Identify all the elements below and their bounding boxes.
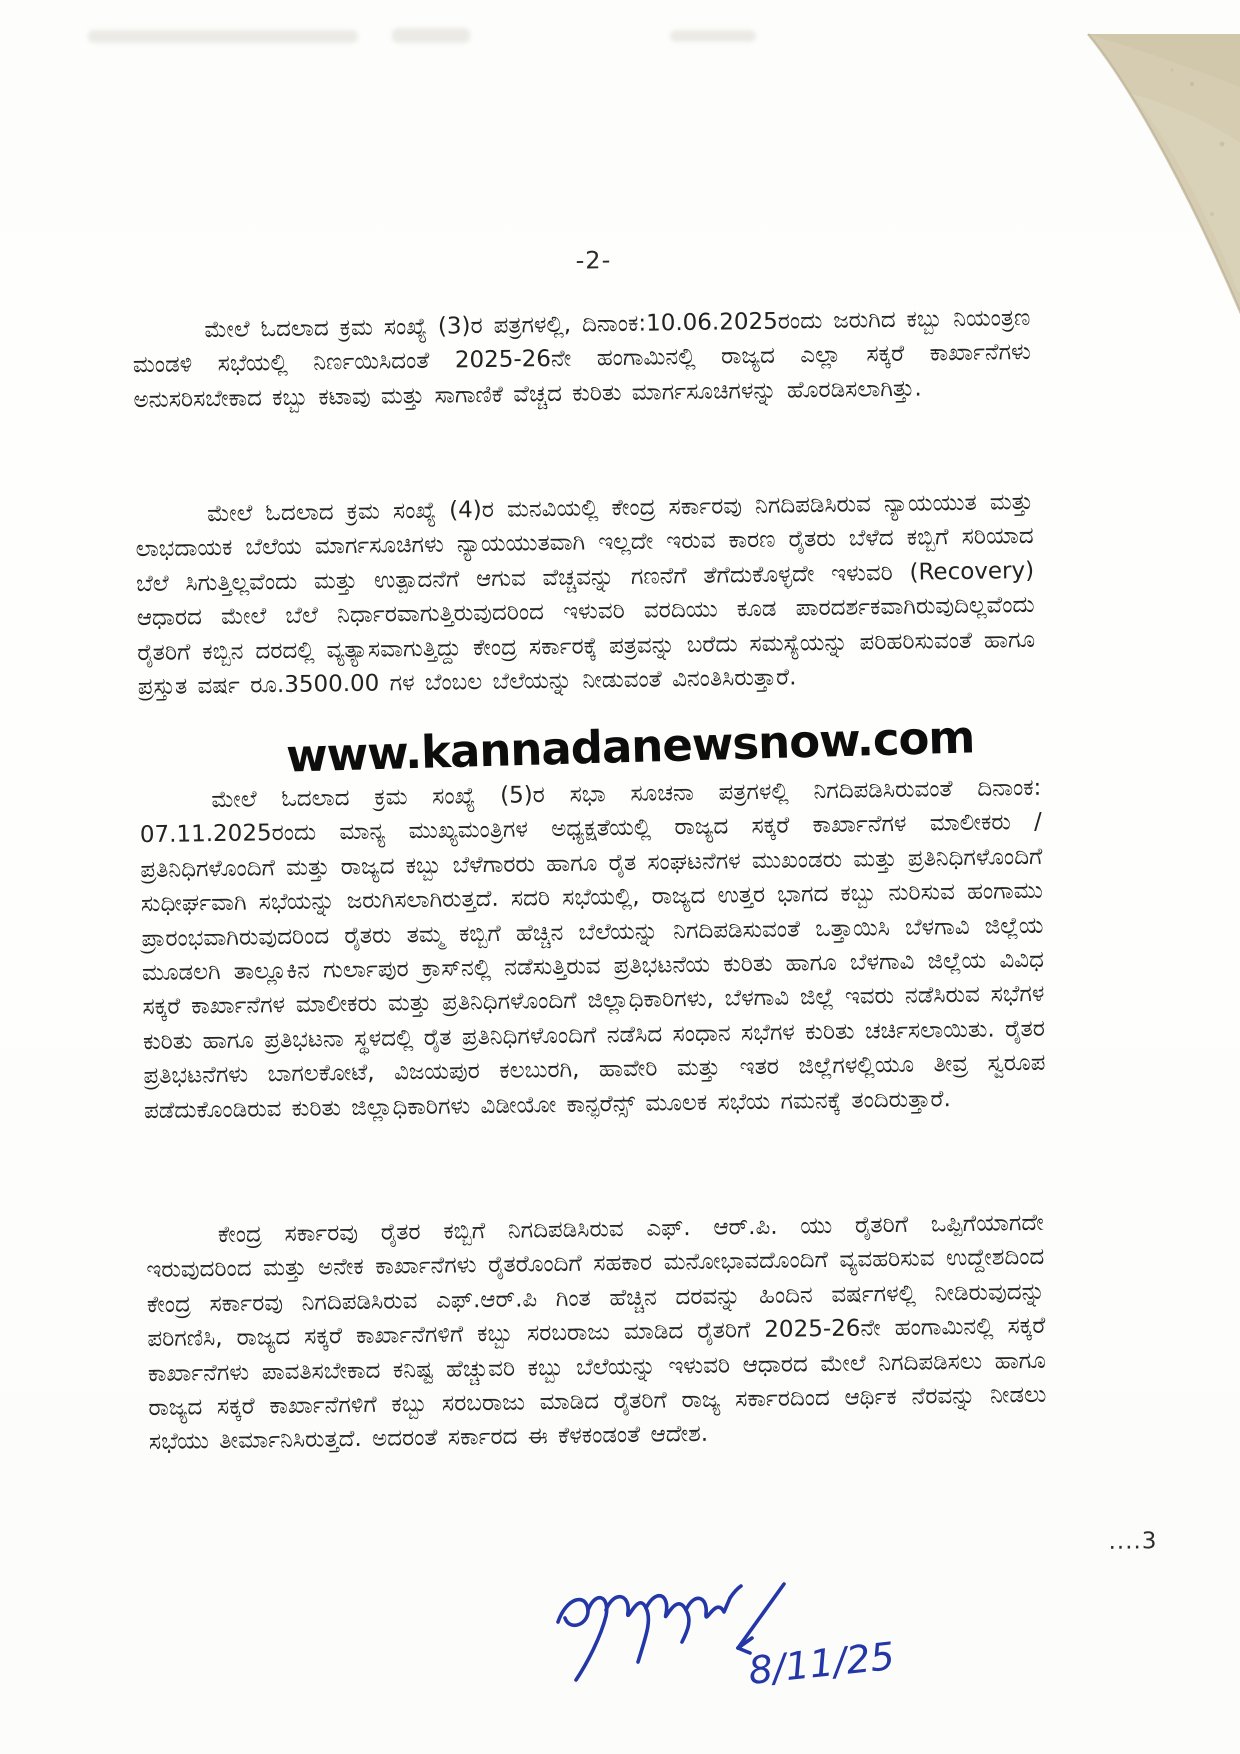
para-serial-5: ಮೇಲೆ ಓದಲಾದ ಕ್ರಮ ಸಂಖ್ಯೆ (5)ರ ಸಭಾ ಸೂಚನಾ ಪತ್ರಗಳಲ್ಲಿ ನಿಗದಿಪಡಿಸಿರುವಂತೆ ದಿನಾಂಕ: 07.11.2025ರಂದು ಮಾನ್ಯ ಮುಖ್ಯಮಂತ್ರಿಗಳ ಅಧ್ಯಕ್ಷತೆಯಲ್ಲಿ ರಾಜ್ಯದ ಸಕ್ಕರೆ ಕಾರ್ಖಾನೆಗಳ ಮಾಲೀಕರು / ಪ್ರತಿನಿಧಿಗಳೊಂದಿಗೆ ಮತ್ತು ರಾಜ್ಯದ ಕಬ್ಬು ಬೆಳೆಗಾರರು ಹಾಗೂ ರೈತ ಸಂಘಟನೆಗಳ ಮುಖಂಡರು ಮತ್ತು ಪ್ರತಿನಿಧಿಗಳೊಂದಿಗೆ ಸುಧೀರ್ಘವಾಗಿ ಸಭೆಯನ್ನು ಜರುಗಿಸಲಾಗಿರುತ್ತದೆ. ಸದರಿ ಸಭೆಯಲ್ಲಿ, ರಾಜ್ಯದ ಉತ್ತರ ಭಾಗದ ಕಬ್ಬು ನುರಿಸುವ ಹಂಗಾಮು ಪ್ರಾರಂಭವಾಗಿರುವುದರಿಂದ ರೈತರು ತಮ್ಮ ಕಬ್ಬಿಗೆ ಹೆಚ್ಚಿನ ಬೆಲೆಯನ್ನು ನಿಗದಿಪಡಿಸುವಂತೆ ಒತ್ತಾಯಿಸಿ ಬೆಳಗಾವಿ ಜಿಲ್ಲೆಯ ಮೂಡಲಗಿ ತಾಲ್ಲೂಕಿನ ಗುರ್ಲಾಪುರ ಕ್ರಾಸ್‌ನಲ್ಲಿ ನಡೆಸುತ್ತಿರುವ ಪ್ರತಿಭಟನೆಯ ಕುರಿತು ಹಾಗೂ ಬೆಳಗಾವಿ ಜಿಲ್ಲೆಯ ವಿವಿಧ ಸಕ್ಕರೆ ಕಾರ್ಖಾನೆಗಳ ಮಾಲೀಕರು ಮತ್ತು ಪ್ರತಿನಿಧಿಗಳೊಂದಿಗೆ ಜಿಲ್ಲಾಧಿಕಾರಿಗಳು, ಬೆಳಗಾವಿ ಜಿಲ್ಲೆ ಇವರು ನಡೆಸಿರುವ ಸಭೆಗಳ ಕುರಿತು ಹಾಗೂ ಪ್ರತಿಭಟನಾ ಸ್ಥಳದಲ್ಲಿ ರೈತ ಪ್ರತಿನಿಧಿಗಳೊಂದಿಗೆ ನಡೆಸಿದ ಸಂಧಾನ ಸಭೆಗಳ ಕುರಿತು ಚರ್ಚಿಸಲಾಯಿತು. ರೈತರ ಪ್ರತಿಭಟನೆಗಳು ಬಾಗಲಕೋಟೆ, ವಿಜಯಪುರ ಕಲಬುರಗಿ, ಹಾವೇರಿ ಮತ್ತು ಇತರ ಜಿಲ್ಲೆಗಳಲ್ಲಿಯೂ ತೀವ್ರ ಸ್ವರೂಪ ಪಡೆದುಕೊಂಡಿರುವ ಕುರಿತು ಜಿಲ್ಲಾಧಿಕಾರಿಗಳು ವಿಡೀಯೋ ಕಾನ್ಫರೆನ್ಸ್ ಮೂಲಕ ಸಭೆಯ ಗಮನಕ್ಕೆ ತಂದಿರುತ್ತಾರೆ.	[139, 774, 1046, 1124]
para-decision: ಕೇಂದ್ರ ಸರ್ಕಾರವು ರೈತರ ಕಬ್ಬಿಗೆ ನಿಗದಿಪಡಿಸಿರುವ ಎಫ್. ಆರ್.ಪಿ. ಯು ರೈತರಿಗೆ ಒಪ್ಪಿಗೆಯಾಗದೇ ಇರುವುದರಿಂದ ಮತ್ತು ಅನೇಕ ಕಾರ್ಖಾನೆಗಳು ರೈತರೊಂದಿಗೆ ಸಹಕಾರ ಮನೋಭಾವದೊಂದಿಗೆ ವ್ಯವಹರಿಸುವ ಉದ್ದೇಶದಿಂದ ಕೇಂದ್ರ ಸರ್ಕಾರವು ನಿಗದಿಪಡಿಸಿರುವ ಎಫ್.ಆರ್.ಪಿ ಗಿಂತ ಹೆಚ್ಚಿನ ದರವನ್ನು ಹಿಂದಿನ ವರ್ಷಗಳಲ್ಲಿ ನೀಡಿರುವುದನ್ನು ಪರಿಗಣಿಸಿ, ರಾಜ್ಯದ ಸಕ್ಕರೆ ಕಾರ್ಖಾನೆಗಳಿಗೆ ಕಬ್ಬು ಸರಬರಾಜು ಮಾಡಿದ ರೈತರಿಗೆ 2025-26ನೇ ಹಂಗಾಮಿನಲ್ಲಿ ಸಕ್ಕರೆ ಕಾರ್ಖಾನೆಗಳು ಪಾವತಿಸಬೇಕಾದ ಕನಿಷ್ಟ ಹೆಚ್ಚುವರಿ ಕಬ್ಬು ಬೆಲೆಯನ್ನು ಇಳುವರಿ ಆಧಾರದ ಮೇಲೆ ನಿಗದಿಪಡಿಸಲು ಹಾಗೂ ರಾಜ್ಯದ ಸಕ್ಕರೆ ಕಾರ್ಖಾನೆಗಳಿಗೆ ಕಬ್ಬು ಸರಬರಾಜು ಮಾಡಿದ ರೈತರಿಗೆ ರಾಜ್ಯ ಸರ್ಕಾರದಿಂದ ಆರ್ಥಿಕ ನೆರವನ್ನು ನೀಡಲು ಸಭೆಯು ತೀರ್ಮಾನಿಸಿರುತ್ತದೆ. ಅದರಂತೆ ಸರ್ಕಾರದ ಈ ಕೆಳಕಂಡಂತೆ ಆದೇಶ.	[146, 1209, 1047, 1456]
page-continuation-mark: ....3	[1108, 1528, 1158, 1555]
para-serial-3: ಮೇಲೆ ಓದಲಾದ ಕ್ರಮ ಸಂಖ್ಯೆ (3)ರ ಪತ್ರಗಳಲ್ಲಿ, ದಿನಾಂಕ:10.06.2025ರಂದು ಜರುಗಿದ ಕಬ್ಬು ನಿಯಂತ್ರಣ ಮಂಡಳಿ ಸಭೆಯಲ್ಲಿ ನಿರ್ಣಯಿಸಿದಂತೆ 2025-26ನೇ ಹಂಗಾಮಿನಲ್ಲಿ ರಾಜ್ಯದ ಎಲ್ಲಾ ಸಕ್ಕರೆ ಕಾರ್ಖಾನೆಗಳು ಅನುಸರಿಸಬೇಕಾದ ಕಬ್ಬು ಕಟಾವು ಮತ್ತು ಸಾಗಾಣಿಕೆ ವೆಚ್ಚದ ಕುರಿತು ಮಾರ್ಗಸೂಚಿಗಳನ್ನು ಹೊರಡಿಸಲಾಗಿತ್ತು.	[132, 304, 1032, 413]
para-serial-4: ಮೇಲೆ ಓದಲಾದ ಕ್ರಮ ಸಂಖ್ಯೆ (4)ರ ಮನವಿಯಲ್ಲಿ ಕೇಂದ್ರ ಸರ್ಕಾರವು ನಿಗದಿಪಡಿಸಿರುವ ನ್ಯಾಯಯುತ ಮತ್ತು ಲಾಭದಾಯಕ ಬೆಲೆಯ ಮಾರ್ಗಸೂಚಿಗಳು ನ್ಯಾಯಯುತವಾಗಿ ಇಲ್ಲದೇ ಇರುವ ಕಾರಣ ರೈತರು ಬೆಳೆದ ಕಬ್ಬಿಗೆ ಸರಿಯಾದ ಬೆಲೆ ಸಿಗುತ್ತಿಲ್ಲವೆಂದು ಮತ್ತು ಉತ್ಪಾದನೆಗೆ ಆಗುವ ವೆಚ್ಚವನ್ನು ಗಣನೆಗೆ ತೆಗೆದುಕೊಳ್ಳದೇ ಇಳುವರಿ (Recovery) ಆಧಾರದ ಮೇಲೆ ಬೆಲೆ ನಿರ್ಧಾರವಾಗುತ್ತಿರುವುದರಿಂದ ಇಳುವರಿ ವರದಿಯು ಕೂಡ ಪಾರದರ್ಶಕವಾಗಿರುವುದಿಲ್ಲವೆಂದು ರೈತರಿಗೆ ಕಬ್ಬಿನ ದರದಲ್ಲಿ ವ್ಯತ್ಯಾಸವಾಗುತ್ತಿದ್ದು ಕೇಂದ್ರ ಸರ್ಕಾರಕ್ಕೆ ಪತ್ರವನ್ನು ಬರೆದು ಸಮಸ್ಯೆಯನ್ನು ಪರಿಹರಿಸುವಂತೆ ಹಾಗೂ ಪ್ರಸ್ತುತ ವರ್ಷ ರೂ.3500.00 ಗಳ ಬೆಂಬಲ ಬೆಲೆಯನ್ನು ನೀಡುವಂತೆ ವಿನಂತಿಸಿರುತ್ತಾರೆ.	[135, 488, 1036, 701]
signature	[538, 1568, 928, 1708]
watermark-text: www.kannadanewsnow.com	[285, 710, 975, 783]
signature-date: 8/11/25	[746, 1633, 897, 1693]
page-number: -2-	[575, 246, 612, 275]
